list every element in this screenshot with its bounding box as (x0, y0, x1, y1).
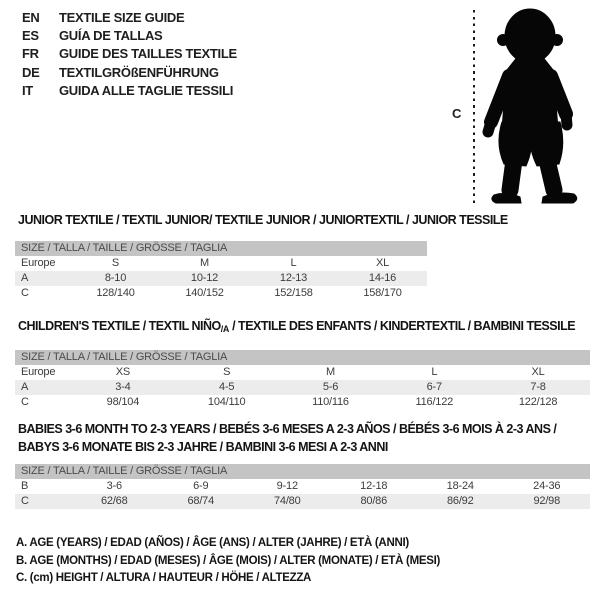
size-cell: 6-7 (426, 381, 442, 393)
language-row (22, 45, 237, 63)
size-cell: L (431, 366, 438, 378)
table-row (15, 479, 590, 494)
table-row (15, 286, 427, 301)
row-label: C (21, 495, 29, 507)
language-title: GUIDE DES TAILLES TEXTILE (59, 46, 237, 62)
language-title-list (22, 9, 237, 100)
size-cell: 110/116 (312, 396, 349, 408)
size-cell: 128/140 (96, 287, 135, 299)
table-row (15, 494, 590, 509)
height-measure-label: C (452, 106, 462, 121)
legend-line: B. AGE (MONTHS) / EDAD (MESES) / ÂGE (MOIS) / ALTER (MONATE) / ETÀ (MESI) (16, 554, 441, 567)
row-label: A (21, 272, 29, 284)
baby-silhouette-icon (480, 6, 592, 206)
size-header-bar: SIZE / TALLA / TAILLE / GRÖSSE / TAGLIA (15, 350, 590, 365)
row-label: A (21, 381, 29, 393)
section-heading (18, 211, 508, 229)
size-cell: XS (115, 366, 131, 378)
table-row (15, 380, 590, 395)
heading-text: CHILDREN'S TEXTILE / TEXTIL NIÑO (18, 319, 221, 333)
section-children (15, 317, 590, 410)
size-cell: S (111, 257, 120, 269)
language-code: ES (22, 28, 39, 44)
language-row (22, 64, 237, 82)
size-cell: 4-5 (219, 381, 235, 393)
size-cell: 3-4 (115, 381, 131, 393)
size-cell: 9-12 (276, 480, 298, 492)
size-cell: 5-6 (322, 381, 339, 393)
size-cell: 3-6 (106, 480, 122, 492)
size-cell: M (326, 366, 335, 378)
section-heading-line (18, 317, 590, 338)
size-cell: 7-8 (530, 381, 546, 393)
size-header-bar: SIZE / TALLA / TAILLE / GRÖSSE / TAGLIA (15, 464, 590, 479)
table-row (15, 271, 427, 286)
section-heading (18, 317, 590, 338)
section-junior (15, 211, 508, 301)
legend-line: A. AGE (YEARS) / EDAD (AÑOS) / ÂGE (ANS) / ALTER (JAHRE) / ETÀ (ANNI) (16, 537, 409, 549)
size-cell: 74/80 (273, 495, 301, 507)
size-cell: 140/152 (185, 287, 224, 299)
size-cell: 122/128 (518, 396, 558, 408)
section-heading-line: BABIES 3-6 MONTH TO 2-3 YEARS / BEBÉS 3-6 MESES A 2-3 AÑOS / BÉBÉS 3-6 MOIS À 2-3 ANS / (18, 422, 557, 436)
section-babies (15, 420, 590, 509)
row-label: C (21, 396, 29, 408)
size-cell: L (290, 257, 297, 269)
language-title: TEXTILE SIZE GUIDE (59, 10, 185, 25)
language-row (22, 9, 237, 27)
size-cell: XL (375, 257, 390, 269)
size-header-bar: SIZE / TALLA / TAILLE / GRÖSSE / TAGLIA (15, 241, 427, 256)
row-label: C (21, 287, 29, 299)
size-cell: 80/86 (360, 495, 388, 507)
size-cell: 6-9 (193, 480, 209, 492)
size-cell: 18-24 (446, 480, 474, 492)
size-cell: 158/170 (363, 287, 402, 299)
table-row (15, 256, 427, 271)
section-heading (18, 420, 590, 456)
size-cell: 98/104 (106, 396, 140, 408)
height-measure-dotted-line (473, 10, 475, 207)
row-label: Europe (21, 366, 56, 378)
size-cell: 12-13 (279, 272, 308, 284)
size-cell: 86/92 (446, 495, 474, 507)
size-cell: 62/68 (100, 495, 128, 507)
size-table (15, 241, 427, 301)
language-code: DE (22, 64, 40, 80)
size-cell: 152/158 (274, 287, 313, 299)
size-cell: 104/110 (207, 396, 246, 408)
language-code: EN (22, 10, 40, 25)
language-title: GUÍA DE TALLAS (59, 28, 163, 44)
size-cell: XL (531, 366, 545, 378)
language-code: IT (22, 82, 33, 98)
row-label: Europe (21, 257, 56, 269)
language-row (22, 27, 237, 45)
heading-text: / TEXTILE DES ENFANTS / KINDERTEXTIL / BAMBINI TESSILE (229, 319, 576, 333)
size-cell: M (200, 257, 209, 269)
language-title: TEXTILGRÖßENFÜHRUNG (59, 64, 219, 80)
size-cell: 12-18 (360, 480, 388, 492)
size-cell: 24-36 (533, 480, 561, 492)
size-cell: 116/122 (415, 396, 454, 408)
table-row (15, 365, 590, 380)
section-heading-line: JUNIOR TEXTILE / TEXTIL JUNIOR/ TEXTILE JUNIOR / JUNIORTEXTIL / JUNIOR TESSILE (18, 213, 508, 227)
size-cell: S (223, 366, 231, 378)
language-row (22, 82, 237, 100)
section-heading-line: BABYS 3-6 MONATE BIS 2-3 JAHRE / BAMBINI 3-6 MESI A 2-3 ANNI (18, 440, 388, 454)
size-cell: 68/74 (187, 495, 215, 507)
table-row (15, 395, 590, 410)
size-cell: 10-12 (190, 272, 219, 284)
language-code: FR (22, 46, 39, 62)
size-cell: 8-10 (104, 272, 127, 284)
size-table (15, 350, 590, 410)
row-label: B (21, 480, 29, 492)
size-table (15, 464, 590, 509)
size-cell: 92/98 (533, 495, 561, 507)
measurement-legend (16, 535, 440, 588)
legend-line: C. (cm) HEIGHT / ALTURA / HAUTEUR / HÖHE / ALTEZZA (16, 572, 312, 585)
language-title: GUIDA ALLE TAGLIE TESSILI (59, 82, 234, 98)
size-cell: 14-16 (368, 272, 397, 284)
heading-subscript: /A (220, 324, 230, 334)
